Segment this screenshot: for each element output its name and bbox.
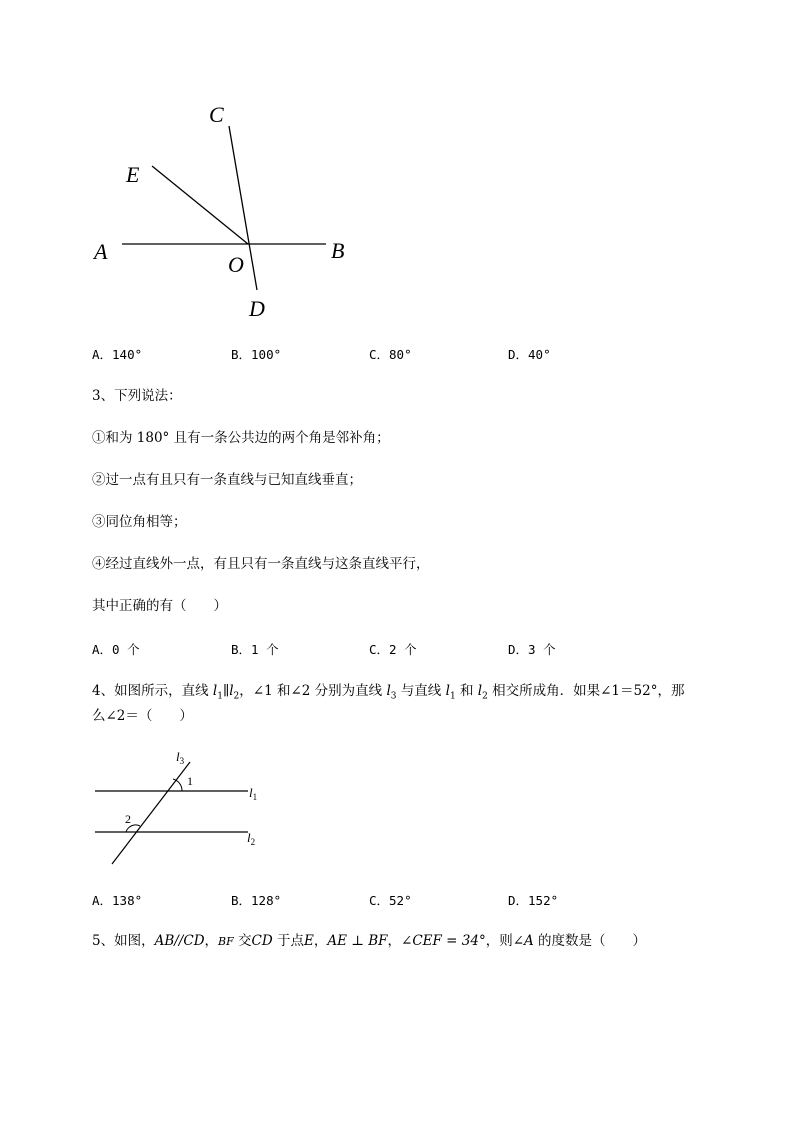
q3-stem: 3、下列说法：: [92, 388, 182, 404]
q5-stem: 5、如图，AB//CD，BF 交CD 于点E，AE ⊥ BF，∠CEF = 34°，则∠A 的度数是（ ）: [92, 933, 647, 949]
label-c: C: [209, 102, 224, 127]
q2-option-b: B．100°: [231, 347, 282, 362]
q3-statement-2: ②过一点有且只有一条直线与已知直线垂直；: [92, 472, 362, 488]
label-b: B: [331, 238, 345, 263]
label-e: E: [126, 162, 140, 187]
fig2-angle-1-label: 1: [187, 774, 193, 788]
fig2-l2-label: $l_2$: [247, 830, 256, 847]
q3-statement-4: ④经过直线外一点，有且只有一条直线与这条直线平行，: [92, 556, 430, 572]
fig2-angle-2-label: 2: [125, 812, 131, 826]
label-d: D: [249, 296, 265, 321]
angle-1-arc: [173, 779, 182, 791]
q4-option-b: B．128°: [231, 893, 282, 908]
q4-stem-line2: 么∠2＝（ ）: [92, 708, 193, 724]
label-o: O: [228, 252, 244, 277]
q2-option-a: A．140°: [92, 347, 143, 362]
fig2-l1-label: $l_1$: [249, 785, 258, 802]
q3-option-d: D．3 个: [508, 642, 556, 657]
label-a: A: [94, 239, 108, 264]
q3-statement-1: ①和为 180° 且有一条公共边的两个角是邻补角；: [92, 430, 390, 446]
q4-option-d: D．152°: [508, 893, 559, 908]
q3-option-b: B．1 个: [231, 642, 279, 657]
q4-option-c: C．52°: [369, 893, 412, 908]
q3-statement-3: ③同位角相等；: [92, 514, 187, 530]
q4-option-a: A．138°: [92, 893, 143, 908]
q2-option-d: D．40°: [508, 347, 551, 362]
q4-stem-line1: 4、如图所示，直线 $l_1\parallel l_2$，∠1 和∠2 分别为直线 $l_3$ 与直线 $l_1$ 和 $l_2$ 相交所成角．如果∠1＝52°，那: [92, 683, 685, 702]
line-l3: [112, 762, 190, 864]
q3-option-a: A．0 个: [92, 642, 140, 657]
q3-option-c: C．2 个: [369, 642, 417, 657]
fig2-l3-label: $l_3$: [176, 749, 185, 766]
q2-option-c: C．80°: [369, 347, 412, 362]
q3-question: 其中正确的有（ ）: [92, 598, 227, 614]
